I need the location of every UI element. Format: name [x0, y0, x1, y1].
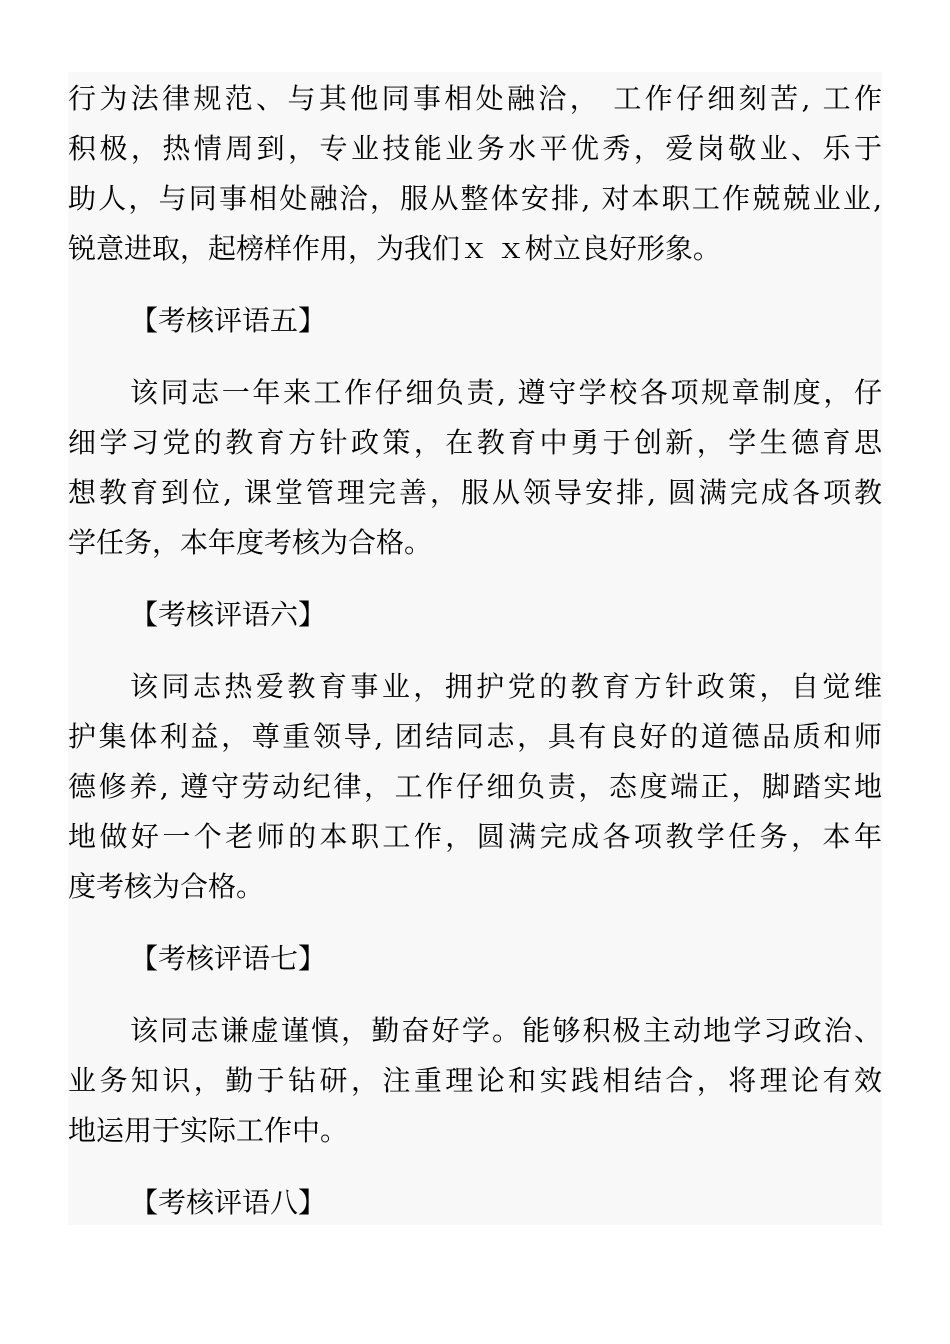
paragraph-line: 助人，与同事相处融洽，服从整体安排, 对本职工作兢兢业业,	[68, 182, 882, 215]
section5-line: 想教育到位, 课堂管理完善，服从领导安排, 圆满完成各项教	[68, 476, 882, 509]
document-body	[68, 72, 882, 1225]
section6-line: 该同志热爱教育事业，拥护党的教育方针政策，自觉维	[130, 670, 882, 703]
section-heading-8: 【考核评语八】	[130, 1186, 327, 1219]
section7-line: 地运用于实际工作中。	[68, 1114, 349, 1147]
section5-line: 细学习党的教育方针政策，在教育中勇于创新，学生德育思	[68, 426, 882, 459]
section7-line: 该同志谦虚谨慎，勤奋好学。能够积极主动地学习政治、	[130, 1014, 882, 1047]
paragraph-line: 行为法律规范、与其他同事相处融洽， 工作仔细刻苦, 工作	[68, 82, 882, 115]
section-heading-7: 【考核评语七】	[130, 942, 327, 975]
section6-line: 度考核为合格。	[68, 870, 265, 903]
section6-line: 护集体利益，尊重领导, 团结同志，具有良好的道德品质和师	[68, 720, 882, 753]
paragraph-line: 积极，热情周到，专业技能业务水平优秀，爱岗敬业、乐于	[68, 132, 882, 165]
section6-line: 地做好一个老师的本职工作，圆满完成各项教学任务，本年	[68, 820, 882, 853]
section-heading-5: 【考核评语五】	[130, 304, 327, 337]
section-heading-6: 【考核评语六】	[130, 598, 327, 631]
section7-line: 业务知识，勤于钻研，注重理论和实践相结合，将理论有效	[68, 1064, 882, 1097]
section5-line: 该同志一年来工作仔细负责, 遵守学校各项规章制度，仔	[130, 376, 882, 409]
section5-line: 学任务，本年度考核为合格。	[68, 526, 433, 559]
section6-line: 德修养, 遵守劳动纪律，工作仔细负责，态度端正，脚踏实地	[68, 770, 882, 803]
paragraph-line: 锐意进取，起榜样作用，为我们ｘ ｘ树立良好形象。	[68, 232, 721, 265]
